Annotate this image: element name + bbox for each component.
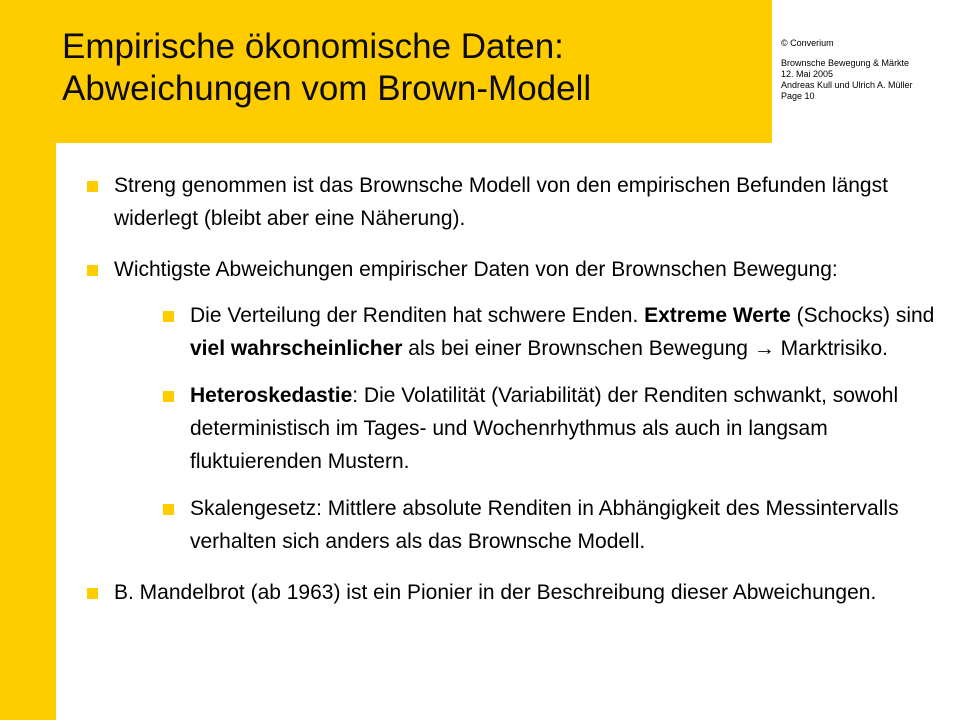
square-bullet-icon [163, 311, 174, 322]
title-line-2: Abweichungen vom Brown-Modell [62, 69, 592, 108]
sub-bullet-text: (Schocks) sind [790, 304, 935, 327]
course-title: Brownsche Bewegung & Märkte [781, 58, 910, 68]
sub-bullet-text: Marktrisiko. [774, 337, 889, 360]
bullet-item [86, 253, 946, 558]
slide-content [86, 169, 946, 627]
page-number: Page 10 [781, 91, 815, 101]
sub-bullet-item [162, 379, 946, 478]
square-bullet-icon [87, 588, 98, 599]
slide-date: 12. Mai 2005 [781, 69, 834, 79]
sub-bullet-list [114, 299, 946, 558]
square-bullet-icon [87, 265, 98, 276]
square-bullet-icon [87, 181, 98, 192]
bullet-item [86, 169, 946, 235]
slide-title [62, 26, 762, 110]
sub-bullet-item [162, 492, 946, 558]
emphasis-text: viel wahrscheinlicher [190, 337, 403, 360]
emphasis-text: Heteroskedastie [190, 384, 353, 407]
arrow-right-icon: → [753, 337, 775, 360]
title-line-1: Empirische ökonomische Daten: [62, 27, 564, 66]
sub-bullet-text: : Die Volatilität (Variabilität) der Renditen schwankt, sowohl deterministisch im Tages- und Wochenrhythmus als auch in langsam fluktuierenden Mustern. [190, 384, 899, 473]
square-bullet-icon [163, 391, 174, 402]
sub-bullet-item [162, 299, 946, 365]
slide-meta [781, 38, 956, 102]
sub-bullet-text: Die Verteilung der Renditen hat schwere Enden. [190, 304, 645, 327]
slide-authors: Andreas Kull und Ulrich A. Müller [781, 80, 913, 90]
bullet-item [86, 576, 946, 609]
sub-bullet-text: Skalengesetz: Mittlere absolute Renditen in Abhängigkeit des Messintervalls verhalten sich anders als das Brownsche Modell. [190, 497, 899, 553]
left-band [0, 0, 56, 720]
sub-bullet-text: als bei einer Brownschen Bewegung [402, 337, 754, 360]
copyright-notice: © Converium [781, 38, 834, 48]
bullet-text: Streng genommen ist das Brownsche Modell von den empirischen Befunden längst widerlegt (bleibt aber eine Näherung). [114, 174, 888, 230]
bullet-text: B. Mandelbrot (ab 1963) ist ein Pionier in der Beschreibung dieser Abweichungen. [114, 581, 877, 604]
square-bullet-icon [163, 504, 174, 515]
emphasis-text: Extreme Werte [644, 304, 791, 327]
bullet-text: Wichtigste Abweichungen empirischer Daten von der Brownschen Bewegung: [114, 258, 838, 281]
